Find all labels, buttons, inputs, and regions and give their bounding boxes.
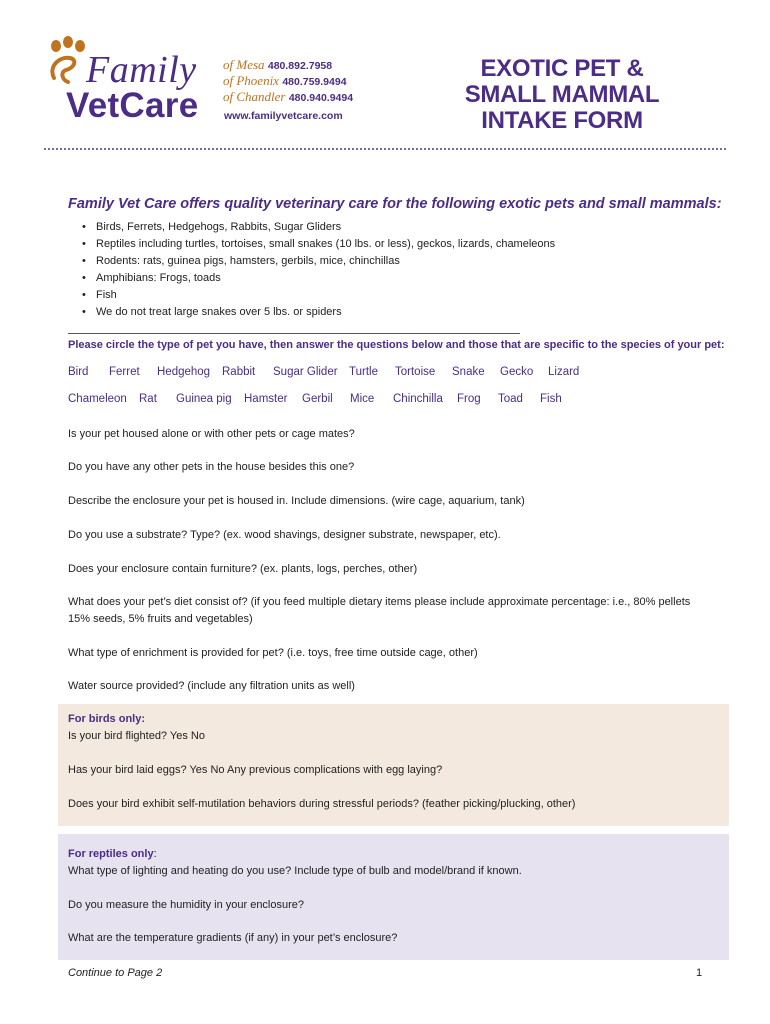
form-title-line: INTAKE FORM [481,107,643,134]
logo-vetcare: VetCare [66,86,199,125]
pet-option-gecko[interactable]: Gecko [500,366,534,378]
section-rule [68,333,520,334]
question-enclosure: Describe the enclosure your pet is housed in. Include dimensions. (wire cage, aquarium, tank) [68,495,525,507]
birds-section-title: For birds only: [68,713,145,725]
location-city: of Chandler [223,89,286,104]
location-city: of Phoenix [223,73,279,88]
pet-option-guinea-pig[interactable]: Guinea pig [176,393,232,405]
pet-option-mice[interactable]: Mice [350,393,375,405]
pet-option-hedgehog[interactable]: Hedgehog [157,366,211,378]
reptiles-section-title [68,846,708,863]
question-reptile-humidity: Do you measure the humidity in your enclosure? [68,899,305,911]
page-number: 1 [696,967,703,979]
intro-heading: Family Vet Care offers quality veterinary care for the following exotic pets and small mammals: [68,196,722,212]
question-reptile-lighting: What type of lighting and heating do you use? Include type of bulb and model/brand if known. [68,865,522,877]
question-water: Water source provided? (include any filtration units as well) [68,680,355,692]
question-bird-eggs: Has your bird laid eggs? Yes No Any previous complications with egg laying? [68,764,443,776]
form-title [440,56,684,134]
form-title-line: EXOTIC PET & [480,55,644,82]
list-item: • Rodents: rats, guinea pigs, hamsters, gerbils, mice, chinchillas [82,253,555,270]
location-phone: 480.940.9494 [288,92,354,104]
question-furniture: Does your enclosure contain furniture? (ex. plants, logs, perches, other) [68,563,418,575]
list-item: • Birds, Ferrets, Hedgehogs, Rabbits, Sugar Gliders [82,219,555,236]
question-reptile-temperature: What are the temperature gradients (if any) in your pet’s enclosure? [68,932,398,944]
pet-option-snake[interactable]: Snake [452,366,485,378]
pet-selection-instruction: Please circle the type of pet you have, then answer the questions below and those that are specific to the species of your pet: [68,339,725,351]
question-bird-flighted: Is your bird flighted? Yes No [68,730,205,742]
location-phoenix [223,73,347,90]
services-list [82,219,555,321]
question-enrichment: What type of enrichment is provided for pet? (i.e. toys, free time outside cage, other) [68,647,478,659]
location-mesa [223,57,332,74]
list-item: • Amphibians: Frogs, toads [82,270,555,287]
pet-option-fish[interactable]: Fish [540,393,562,405]
pet-option-frog[interactable]: Frog [457,393,481,405]
pet-option-gerbil[interactable]: Gerbil [302,393,333,405]
question-diet: What does your pet’s diet consist of? (if you feed multiple dietary items please include approximate percentage: i.e., 80% pellets 15% seeds, 5% fruits and vegetables) [68,596,691,625]
question-bird-self-mutilation: Does your bird exhibit self-mutilation behaviors during stressful periods? (feather picking/plucking, other) [68,798,576,810]
website-link[interactable]: www.familyvetcare.com [224,110,343,122]
question-substrate: Do you use a substrate? Type? (ex. wood shavings, designer substrate, newspaper, etc). [68,529,501,541]
pet-option-ferret[interactable]: Ferret [109,366,140,378]
reptiles-title-text: For reptiles only [68,848,154,860]
logo-family: Family [86,49,197,91]
list-item: • Fish [82,287,555,304]
header-divider [44,148,726,150]
question-housing: Is your pet housed alone or with other pets or cage mates? [68,428,355,440]
question-other-pets: Do you have any other pets in the house besides this one? [68,461,355,473]
list-item: • Reptiles including turtles, tortoises, small snakes (10 lbs. or less), geckos, lizards, chameleons [82,236,555,253]
pet-option-turtle[interactable]: Turtle [349,366,378,378]
pet-option-tortoise[interactable]: Tortoise [395,366,436,378]
pet-option-chameleon[interactable]: Chameleon [68,393,127,405]
location-phone: 480.759.9494 [282,76,347,88]
pet-option-sugar-glider[interactable]: Sugar Glider [273,366,338,378]
pet-option-bird[interactable]: Bird [68,366,89,378]
reptiles-title-colon: : [153,848,157,860]
pet-option-hamster[interactable]: Hamster [244,393,288,405]
list-item: • We do not treat large snakes over 5 lbs. or spiders [82,304,555,321]
pet-option-chinchilla[interactable]: Chinchilla [393,393,443,405]
location-chandler [223,89,353,106]
location-city: of Mesa [223,57,265,72]
pet-option-lizard[interactable]: Lizard [548,366,580,378]
pet-option-rabbit[interactable]: Rabbit [222,366,256,378]
pet-option-rat[interactable]: Rat [139,393,157,405]
pet-option-toad[interactable]: Toad [498,393,523,405]
form-title-line: SMALL MAMMAL [464,81,660,108]
continue-note: Continue to Page 2 [68,967,163,979]
location-phone: 480.892.7958 [267,60,333,72]
